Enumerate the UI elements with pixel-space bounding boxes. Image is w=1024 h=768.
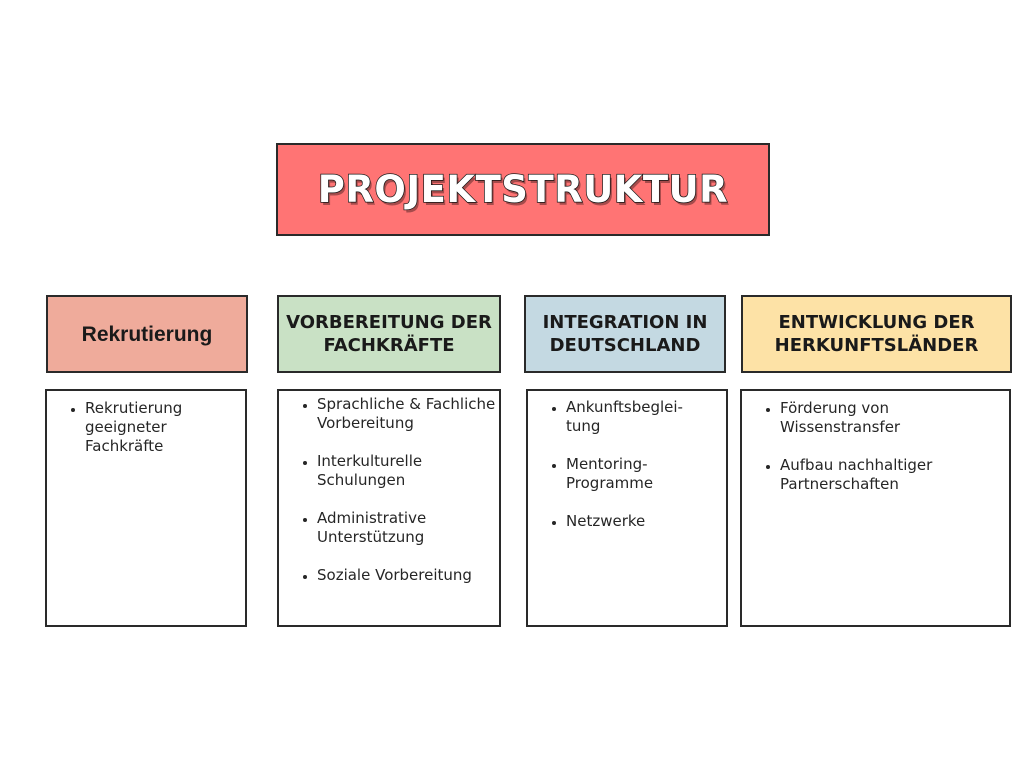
- column-content-integration: [526, 389, 728, 627]
- bullet-list: [279, 395, 499, 585]
- column-content-rekrutierung: [45, 389, 247, 627]
- bullet-list: [47, 399, 245, 456]
- column-heading-vorbereitung: [277, 295, 501, 373]
- list-item: • Mentoring-Programme: [566, 455, 706, 493]
- column-content-vorbereitung: [277, 389, 501, 627]
- column-heading-label: VORBEREITUNG DER FACHKRÄFTE: [286, 312, 492, 356]
- column-heading-entwicklung: [741, 295, 1012, 373]
- list-item: • Soziale Vorbereitung: [317, 566, 499, 585]
- column-heading-label: Rekrutierung: [81, 322, 213, 346]
- column-heading-label: INTEGRATION IN DEUTSCHLAND: [542, 312, 708, 356]
- list-item: • Netzwerke: [566, 512, 726, 531]
- column-heading-rekrutierung: [46, 295, 248, 373]
- list-item: • Sprachliche & Fachliche Vorbereitung: [317, 395, 499, 433]
- bullet-list: [528, 398, 726, 531]
- list-item: • Rekrutierung geeigneter Fachkräfte: [85, 399, 245, 456]
- list-item: • Interkulturelle Schulungen: [317, 452, 499, 490]
- bullet-list: [742, 399, 1009, 494]
- diagram-title: PROJEKTSTRUKTUR: [317, 168, 729, 211]
- column-heading-label: ENTWICKLUNG DER HERKUNFTSLÄNDER: [774, 312, 979, 356]
- column-heading-integration: [524, 295, 726, 373]
- list-item: • Ankunftsbeglei- tung: [566, 398, 706, 436]
- list-item: • Administrative Unterstützung: [317, 509, 499, 547]
- list-item: • Förderung von Wissenstransfer: [780, 399, 1009, 437]
- column-content-entwicklung: [740, 389, 1011, 627]
- list-item: • Aufbau nachhaltiger Partnerschaften: [780, 456, 1009, 494]
- title-box: [276, 143, 770, 236]
